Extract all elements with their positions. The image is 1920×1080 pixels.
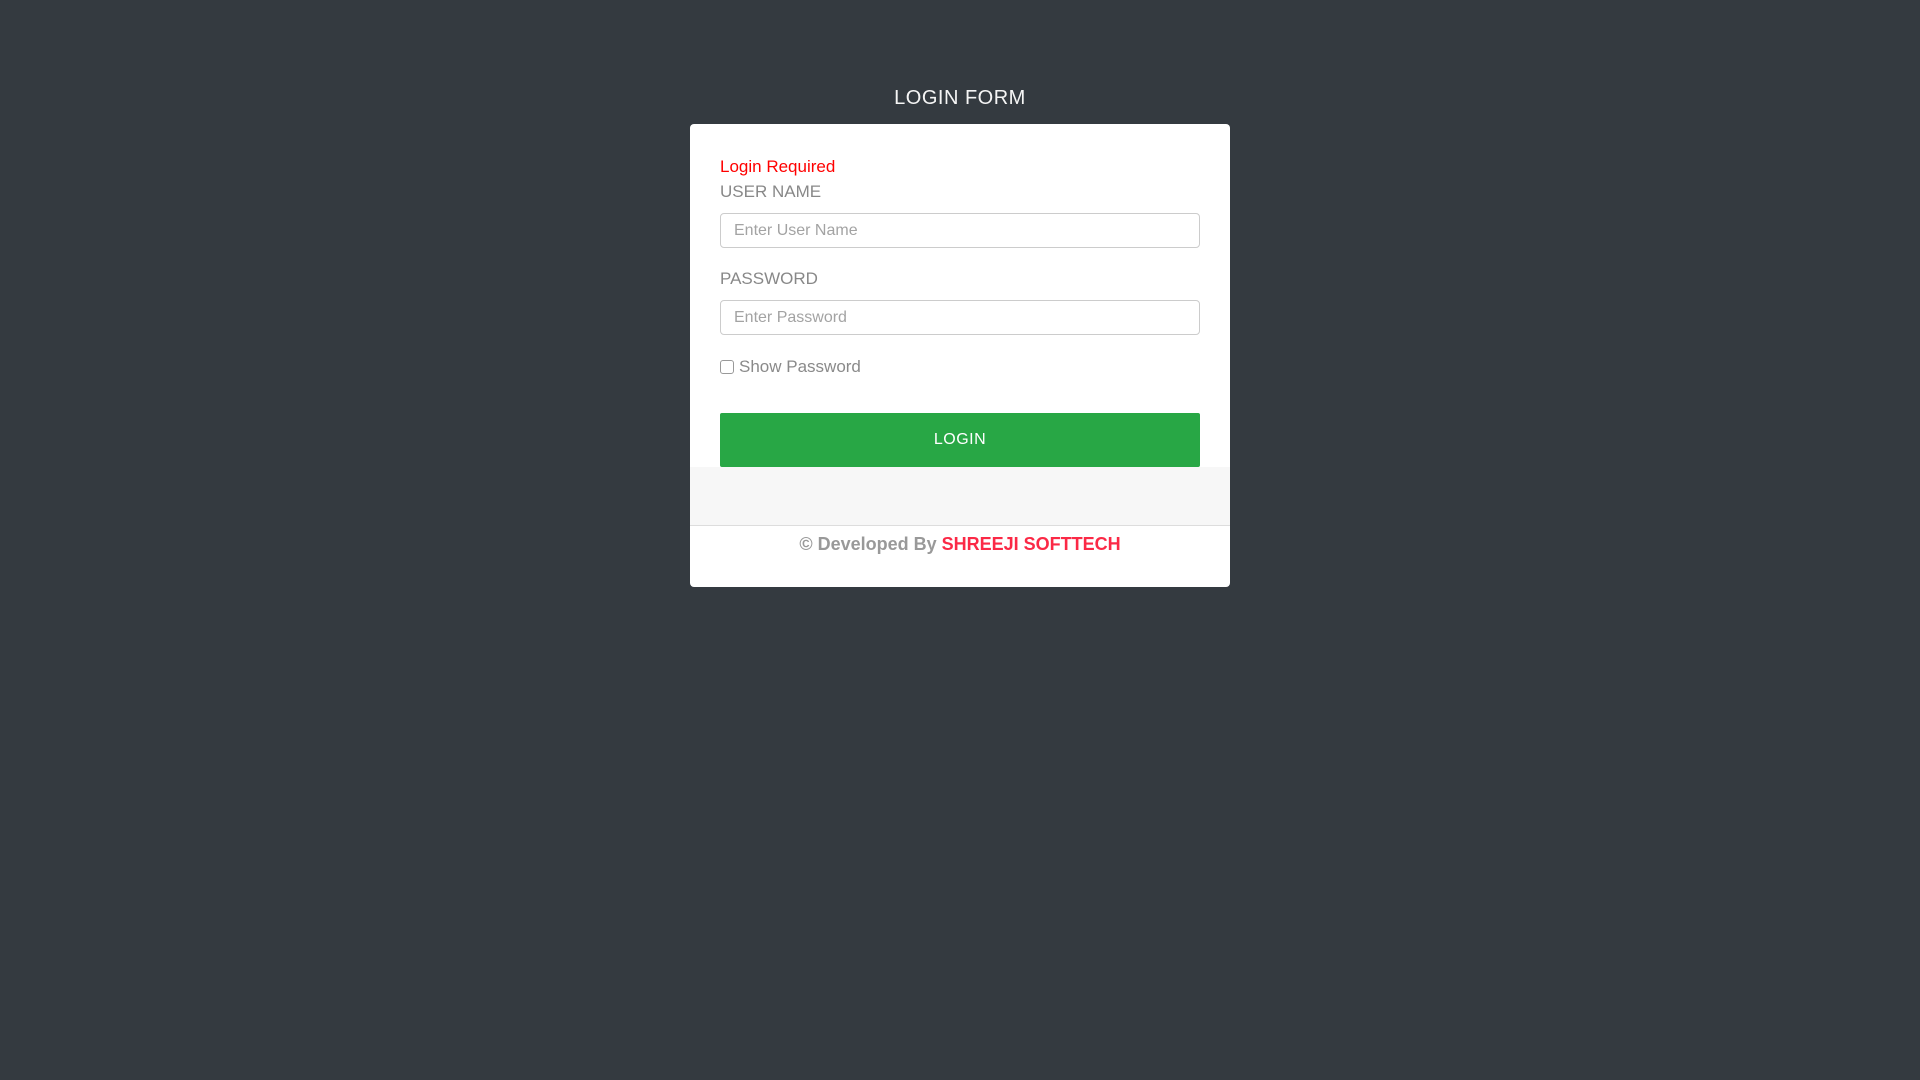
show-password-label: Show Password <box>739 357 861 376</box>
panel-footer-strip <box>690 467 1230 526</box>
login-card <box>690 124 1230 587</box>
password-input[interactable] <box>720 300 1200 335</box>
login-button[interactable]: LOGIN <box>720 413 1200 467</box>
password-label: PASSWORD <box>720 269 818 288</box>
show-password-row[interactable] <box>720 357 1200 377</box>
copyright-bar <box>690 526 1230 587</box>
show-password-checkbox[interactable] <box>720 360 734 374</box>
developed-by-text: © Developed By <box>799 534 937 554</box>
page-title: LOGIN FORM <box>894 87 1026 109</box>
login-form <box>690 124 1230 467</box>
company-name-link[interactable]: SHREEJI SOFTTECH <box>941 534 1121 554</box>
login-required-message: Login Required <box>720 157 836 176</box>
username-input[interactable] <box>720 213 1200 248</box>
username-label: USER NAME <box>720 182 822 201</box>
